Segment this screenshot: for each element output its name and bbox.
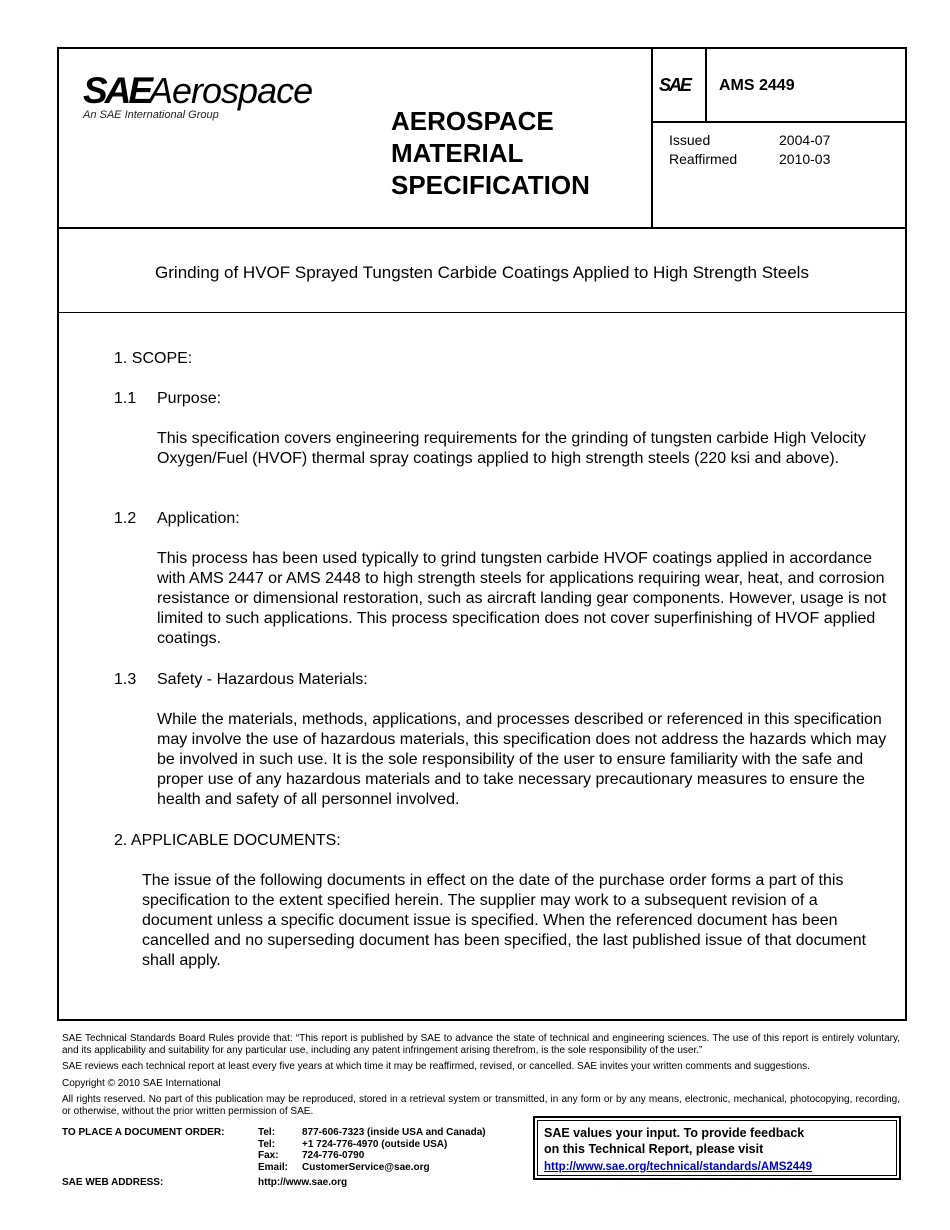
copyright-notice: Copyright © 2010 SAE International [62, 1077, 221, 1089]
feedback-text-line: SAE values your input. To provide feedback [544, 1126, 805, 1140]
rights-notice: All rights reserved. No part of this publication may be reproduced, stored in a retrieval system or transmitted, in any form or by any means, electronic, mechanical, photocopying, recording, or otherwise, without the prior written permission of SAE. [62, 1094, 900, 1117]
footer-notices [62, 1033, 900, 1122]
contact-label: Fax: [258, 1150, 279, 1161]
contact-label: Email: [258, 1161, 289, 1173]
spec-title-line: AEROSPACE [391, 106, 554, 136]
document-title: Grinding of HVOF Sprayed Tungsten Carbide Coatings Applied to High Strength Steels [155, 263, 809, 282]
email-address: CustomerService@sae.org [302, 1161, 430, 1173]
section-label: Safety - Hazardous Materials: [157, 671, 368, 688]
document-header [59, 49, 905, 229]
section-number: 1.3 [114, 671, 137, 688]
order-contacts [258, 1127, 486, 1173]
issued-value: 2004-07 [779, 132, 831, 148]
logo-subtitle: An SAE International Group [83, 109, 219, 121]
issue-dates [669, 131, 830, 169]
sae-small-logo-cell [653, 49, 707, 121]
section-heading-applicable-documents: 2. APPLICABLE DOCUMENTS: [114, 832, 341, 849]
issued-label: Issued [669, 132, 711, 148]
spec-type-title [391, 105, 590, 201]
safety-paragraph: While the materials, methods, applications, and processes described or referenced in this specification may involve the use of hazardous materials, this specification does not address the hazards which may be involved in such use. It is the sole responsibility of the user to ensure familiarity with the safe and proper use of any hazardous materials and to take necessary precautionary measures to ensure the health and safety of all personnel involved. [157, 711, 887, 808]
feedback-text-line: on this Technical Report, please visit [544, 1142, 764, 1156]
sae-aerospace-logo [83, 71, 323, 123]
review-notice: SAE reviews each technical report at least every five years at which time it may be reaffirmed, revised, or cancelled. SAE invites your written comments and suggestions. [62, 1061, 810, 1072]
tel-intl: +1 724-776-4970 (outside USA) [302, 1138, 448, 1150]
section-number: 1.1 [114, 390, 137, 407]
fax-number: 724-776-0790 [302, 1150, 365, 1161]
reaffirmed-value: 2010-03 [779, 151, 831, 167]
header-rule [653, 121, 905, 123]
logo-word: Aerospace [149, 70, 313, 111]
document-number: AMS 2449 [719, 77, 795, 94]
contact-label: Tel: [258, 1127, 276, 1138]
section-heading-purpose [114, 389, 221, 409]
web-address: http://www.sae.org [258, 1177, 348, 1188]
order-label: TO PLACE A DOCUMENT ORDER: [62, 1127, 225, 1138]
spec-title-line: SPECIFICATION [391, 170, 590, 200]
spec-title-line: MATERIAL [391, 138, 524, 168]
standards-board-rules: SAE Technical Standards Board Rules provide that: “This report is published by SAE to advance the state of technical and engineering sciences. The use of this report is entirely voluntary, and its applicability and suitability for any particular use, including any patent infringement arising therefrom, is the sole responsibility of the user.” [62, 1033, 900, 1056]
contact-label: Tel: [258, 1138, 276, 1150]
sae-small-logo: SAE [659, 75, 691, 95]
title-row [59, 229, 905, 313]
application-paragraph: This process has been used typically to grind tungsten carbide HVOF coatings applied in accordance with AMS 2447 or AMS 2448 to high strength steels for applications requiring wear, heat, and corrosion resistance or dimensional restoration, such as aircraft landing gear components. However, usage is not limited to such applications. This process specification does not cover superfinishing of HVOF applied coatings. [157, 550, 887, 647]
web-address-label: SAE WEB ADDRESS: [62, 1177, 164, 1188]
feedback-link[interactable]: http://www.sae.org/technical/standards/AMS2449 [544, 1161, 812, 1173]
section-heading-scope: 1. SCOPE: [114, 350, 193, 367]
section-heading-application [114, 509, 240, 529]
tel-usa: 877-606-7323 (inside USA and Canada) [302, 1127, 486, 1138]
logo-brand: SAE [83, 70, 151, 111]
reaffirmed-label: Reaffirmed [669, 151, 738, 167]
document-frame [57, 47, 907, 1021]
section-label: Application: [157, 510, 240, 527]
feedback-box [533, 1116, 901, 1180]
applicable-documents-paragraph: The issue of the following documents in effect on the date of the purchase order forms a part of this specification to the extent specified herein. The supplier may work to a subsequent revision of a document unless a specific document issue is specified. When the referenced document has been cancelled and no superseding document has been specified, the last published issue of that document shall apply. [142, 872, 867, 969]
section-label: Purpose: [157, 390, 222, 407]
feedback-box-inner [537, 1120, 897, 1176]
section-number: 1.2 [114, 510, 137, 527]
section-heading-safety [114, 670, 368, 690]
purpose-paragraph: This specification covers engineering requirements for the grinding of tungsten carbide High Velocity Oxygen/Fuel (HVOF) thermal spray coatings applied to high strength steels (220 ksi and above). [157, 430, 866, 467]
